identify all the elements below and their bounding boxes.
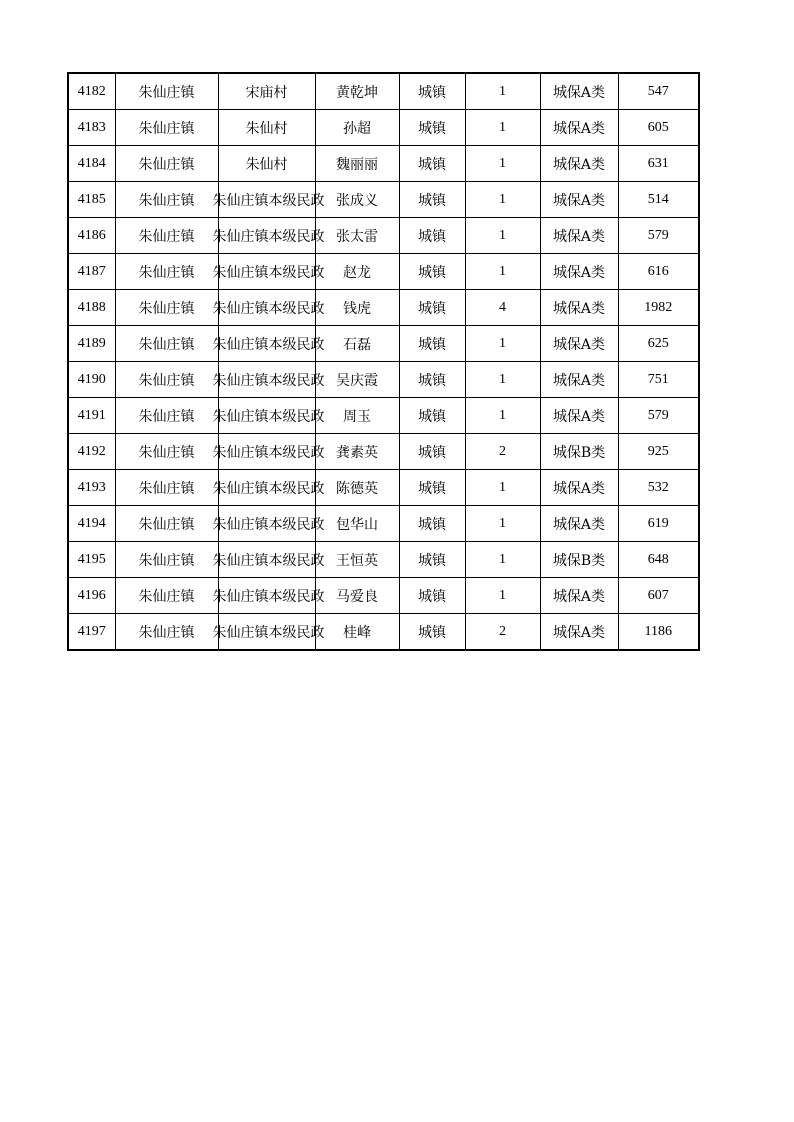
amount-cell: 532 (618, 470, 699, 506)
amount-cell: 547 (618, 73, 699, 110)
benefit-category-cell: 城保A类 (540, 146, 618, 182)
village-label: 朱仙庄镇本级民政 (212, 228, 325, 245)
amount-cell: 625 (618, 326, 699, 362)
benefit-category-cell: 城保A类 (540, 218, 618, 254)
row-number-cell: 4183 (68, 110, 115, 146)
village-cell (212, 398, 325, 434)
row-number-cell: 4189 (68, 326, 115, 362)
table-body (68, 73, 699, 650)
row-number-cell: 4184 (68, 146, 115, 182)
amount-cell: 579 (618, 218, 699, 254)
household-type-cell: 城镇 (399, 614, 465, 651)
village-label: 朱仙庄镇本级民政 (212, 444, 325, 461)
household-type-cell: 城镇 (399, 290, 465, 326)
table-row (68, 398, 699, 434)
benefit-category-cell: 城保A类 (540, 290, 618, 326)
person-name-cell: 黄乾坤 (315, 73, 399, 110)
household-type-cell: 城镇 (399, 506, 465, 542)
table-row (68, 614, 699, 651)
town-cell: 朱仙庄镇 (115, 614, 218, 651)
member-count-cell: 1 (465, 218, 540, 254)
village-cell (212, 326, 325, 362)
village-cell (218, 146, 315, 182)
village-cell (212, 614, 325, 651)
village-label: 朱仙村 (245, 120, 288, 137)
town-cell: 朱仙庄镇 (115, 73, 218, 110)
town-cell: 朱仙庄镇 (115, 470, 218, 506)
village-label: 朱仙庄镇本级民政 (212, 264, 325, 281)
town-cell: 朱仙庄镇 (115, 362, 218, 398)
household-type-cell: 城镇 (399, 326, 465, 362)
amount-cell: 1186 (618, 614, 699, 651)
village-cell (212, 506, 325, 542)
village-label: 朱仙庄镇本级民政 (212, 192, 325, 209)
benefit-category-cell: 城保A类 (540, 578, 618, 614)
benefit-category-cell: 城保A类 (540, 110, 618, 146)
benefit-category-cell: 城保A类 (540, 398, 618, 434)
table-row (68, 110, 699, 146)
amount-cell: 605 (618, 110, 699, 146)
village-cell (212, 578, 325, 614)
benefit-category-cell: 城保A类 (540, 470, 618, 506)
amount-cell: 925 (618, 434, 699, 470)
person-name-cell: 石磊 (315, 326, 399, 362)
row-number-cell: 4191 (68, 398, 115, 434)
row-number-cell: 4188 (68, 290, 115, 326)
household-type-cell: 城镇 (399, 182, 465, 218)
table-row (68, 434, 699, 470)
town-cell: 朱仙庄镇 (115, 542, 218, 578)
household-type-cell: 城镇 (399, 146, 465, 182)
village-label: 朱仙庄镇本级民政 (212, 300, 325, 317)
table-row (68, 182, 699, 218)
village-cell (212, 254, 325, 290)
town-cell: 朱仙庄镇 (115, 434, 218, 470)
row-number-cell: 4192 (68, 434, 115, 470)
village-label: 朱仙庄镇本级民政 (212, 408, 325, 425)
village-cell (218, 110, 315, 146)
town-cell: 朱仙庄镇 (115, 290, 218, 326)
table-row (68, 254, 699, 290)
member-count-cell: 2 (465, 434, 540, 470)
row-number-cell: 4197 (68, 614, 115, 651)
amount-cell: 648 (618, 542, 699, 578)
benefit-category-cell: 城保A类 (540, 506, 618, 542)
village-cell (212, 182, 325, 218)
village-cell (212, 218, 325, 254)
amount-cell: 631 (618, 146, 699, 182)
member-count-cell: 2 (465, 614, 540, 651)
benefit-category-cell: 城保A类 (540, 614, 618, 651)
town-cell: 朱仙庄镇 (115, 578, 218, 614)
household-type-cell: 城镇 (399, 398, 465, 434)
person-name-cell: 孙超 (315, 110, 399, 146)
person-name-cell: 王恒英 (315, 542, 399, 578)
row-number-cell: 4195 (68, 542, 115, 578)
benefit-category-cell: 城保A类 (540, 362, 618, 398)
person-name-cell: 周玉 (315, 398, 399, 434)
town-cell: 朱仙庄镇 (115, 110, 218, 146)
household-type-cell: 城镇 (399, 110, 465, 146)
row-number-cell: 4187 (68, 254, 115, 290)
person-name-cell: 吴庆霞 (315, 362, 399, 398)
member-count-cell: 1 (465, 146, 540, 182)
person-name-cell: 陈德英 (315, 470, 399, 506)
village-cell (212, 470, 325, 506)
amount-cell: 751 (618, 362, 699, 398)
village-label: 宋庙村 (245, 84, 288, 101)
household-type-cell: 城镇 (399, 434, 465, 470)
row-number-cell: 4194 (68, 506, 115, 542)
data-table (67, 72, 700, 651)
row-number-cell: 4186 (68, 218, 115, 254)
household-type-cell: 城镇 (399, 542, 465, 578)
village-label: 朱仙庄镇本级民政 (212, 372, 325, 389)
town-cell: 朱仙庄镇 (115, 398, 218, 434)
row-number-cell: 4190 (68, 362, 115, 398)
row-number-cell: 4182 (68, 73, 115, 110)
person-name-cell: 马爱良 (315, 578, 399, 614)
row-number-cell: 4193 (68, 470, 115, 506)
table-row (68, 146, 699, 182)
member-count-cell: 1 (465, 470, 540, 506)
town-cell: 朱仙庄镇 (115, 254, 218, 290)
amount-cell: 579 (618, 398, 699, 434)
village-label: 朱仙庄镇本级民政 (212, 516, 325, 533)
table-row (68, 470, 699, 506)
benefit-category-cell: 城保A类 (540, 326, 618, 362)
member-count-cell: 1 (465, 542, 540, 578)
row-number-cell: 4185 (68, 182, 115, 218)
amount-cell: 607 (618, 578, 699, 614)
table-row (68, 218, 699, 254)
village-cell (212, 290, 325, 326)
member-count-cell: 1 (465, 326, 540, 362)
household-type-cell: 城镇 (399, 362, 465, 398)
village-label: 朱仙村 (245, 156, 288, 173)
table-row (68, 73, 699, 110)
amount-cell: 1982 (618, 290, 699, 326)
member-count-cell: 1 (465, 398, 540, 434)
benefit-category-cell: 城保B类 (540, 542, 618, 578)
member-count-cell: 1 (465, 362, 540, 398)
person-name-cell: 龚素英 (315, 434, 399, 470)
household-type-cell: 城镇 (399, 254, 465, 290)
town-cell: 朱仙庄镇 (115, 146, 218, 182)
amount-cell: 616 (618, 254, 699, 290)
person-name-cell: 魏丽丽 (315, 146, 399, 182)
amount-cell: 619 (618, 506, 699, 542)
member-count-cell: 1 (465, 254, 540, 290)
town-cell: 朱仙庄镇 (115, 326, 218, 362)
person-name-cell: 包华山 (315, 506, 399, 542)
member-count-cell: 1 (465, 110, 540, 146)
table-row (68, 578, 699, 614)
village-cell (218, 73, 315, 110)
village-label: 朱仙庄镇本级民政 (212, 588, 325, 605)
village-label: 朱仙庄镇本级民政 (212, 480, 325, 497)
amount-cell: 514 (618, 182, 699, 218)
table-row (68, 542, 699, 578)
member-count-cell: 1 (465, 506, 540, 542)
village-cell (212, 434, 325, 470)
row-number-cell: 4196 (68, 578, 115, 614)
village-label: 朱仙庄镇本级民政 (212, 624, 325, 641)
person-name-cell: 赵龙 (315, 254, 399, 290)
town-cell: 朱仙庄镇 (115, 182, 218, 218)
table-row (68, 362, 699, 398)
member-count-cell: 1 (465, 578, 540, 614)
benefit-category-cell: 城保A类 (540, 254, 618, 290)
household-type-cell: 城镇 (399, 470, 465, 506)
benefit-category-cell: 城保B类 (540, 434, 618, 470)
town-cell: 朱仙庄镇 (115, 506, 218, 542)
table-row (68, 326, 699, 362)
village-label: 朱仙庄镇本级民政 (212, 336, 325, 353)
member-count-cell: 1 (465, 182, 540, 218)
person-name-cell: 桂峰 (315, 614, 399, 651)
member-count-cell: 1 (465, 73, 540, 110)
table-row (68, 290, 699, 326)
member-count-cell: 4 (465, 290, 540, 326)
person-name-cell: 张太雷 (315, 218, 399, 254)
household-type-cell: 城镇 (399, 218, 465, 254)
person-name-cell: 钱虎 (315, 290, 399, 326)
village-cell (212, 542, 325, 578)
benefit-category-cell: 城保A类 (540, 73, 618, 110)
person-name-cell: 张成义 (315, 182, 399, 218)
benefit-category-cell: 城保A类 (540, 182, 618, 218)
table-row (68, 506, 699, 542)
household-type-cell: 城镇 (399, 578, 465, 614)
village-cell (212, 362, 325, 398)
village-label: 朱仙庄镇本级民政 (212, 552, 325, 569)
town-cell: 朱仙庄镇 (115, 218, 218, 254)
household-type-cell: 城镇 (399, 73, 465, 110)
